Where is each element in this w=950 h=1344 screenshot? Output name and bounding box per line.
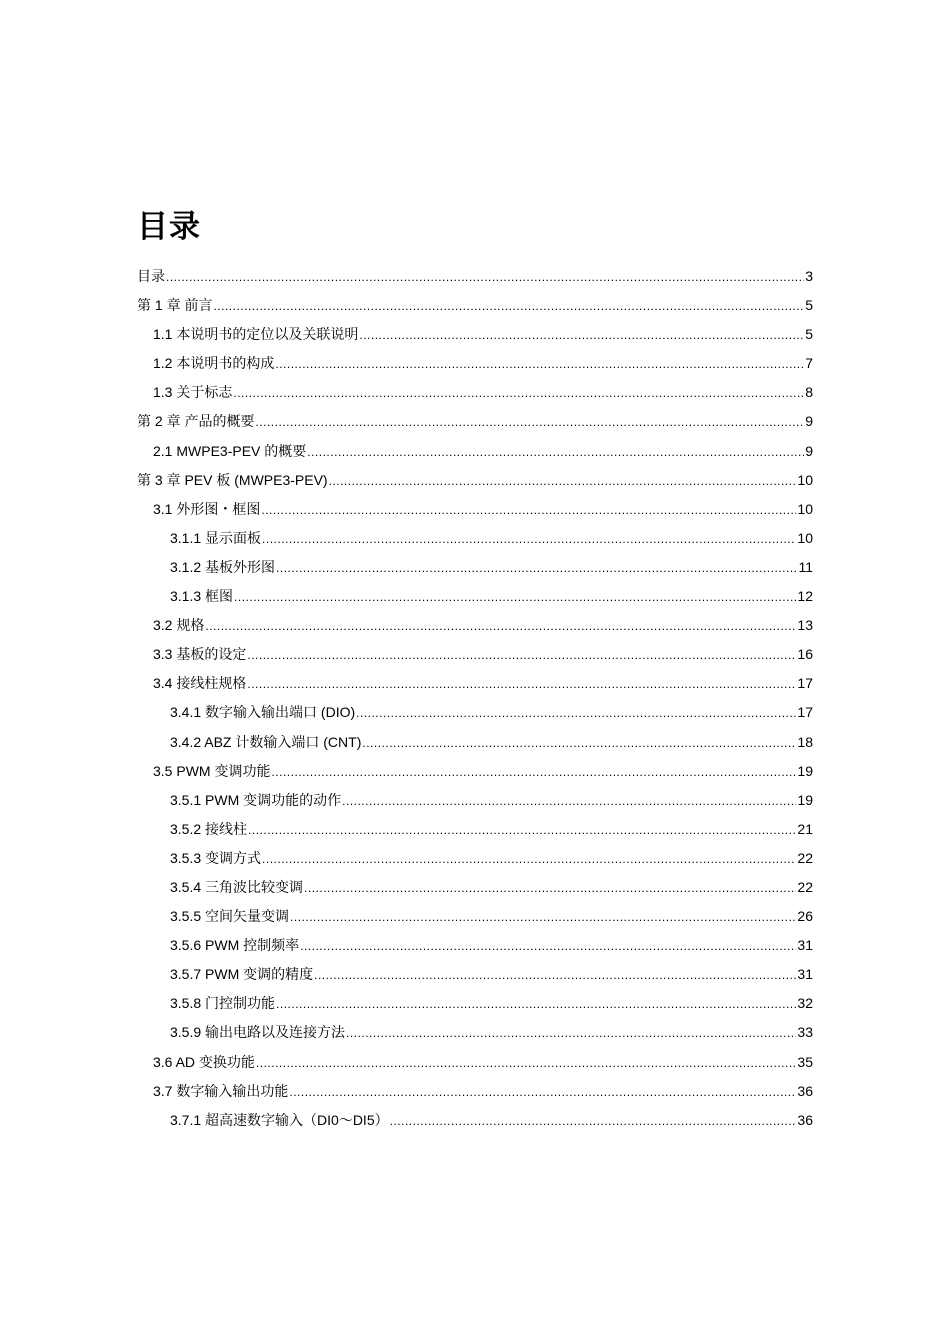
toc-entry[interactable] xyxy=(137,873,813,902)
toc-entry-page: 26 xyxy=(797,908,813,925)
toc-entry-label: 1.3 关于标志 xyxy=(153,384,233,401)
toc-leader-dots xyxy=(362,729,796,758)
toc-entry[interactable] xyxy=(137,1106,813,1135)
toc-entry[interactable] xyxy=(137,611,813,640)
toc-entry-label: 3.4.2 ABZ 计数输入端口 (CNT) xyxy=(170,733,362,750)
toc-entry-page: 5 xyxy=(805,297,813,314)
toc-leader-dots xyxy=(289,1078,796,1107)
toc-leader-dots xyxy=(247,641,796,670)
toc-entry[interactable] xyxy=(137,1018,813,1047)
toc-entry-label: 3.4 接线柱规格 xyxy=(153,675,247,692)
toc-entry-label: 3.5.8 门控制功能 xyxy=(170,995,276,1012)
toc-entry-page: 7 xyxy=(805,355,813,372)
toc-entry[interactable] xyxy=(137,262,813,291)
toc-entry-label: 3.5.9 输出电路以及连接方法 xyxy=(170,1024,346,1041)
toc-leader-dots xyxy=(359,321,804,350)
toc-leader-dots xyxy=(262,525,796,554)
toc-entry[interactable] xyxy=(137,1048,813,1077)
toc-entry-label: 3.4.1 数字输入输出端口 (DIO) xyxy=(170,704,356,721)
toc-leader-dots xyxy=(205,612,796,641)
toc-leader-dots xyxy=(300,932,796,961)
toc-leader-dots xyxy=(271,758,796,787)
toc-entry[interactable] xyxy=(137,524,813,553)
toc-entry[interactable] xyxy=(137,786,813,815)
toc-entry-label: 3.5.7 PWM 变调的精度 xyxy=(170,966,314,983)
toc-leader-dots xyxy=(261,496,796,525)
toc-entry-page: 19 xyxy=(797,762,813,779)
toc-entry-page: 17 xyxy=(797,704,813,721)
toc-leader-dots xyxy=(307,438,804,467)
toc-entry-page: 8 xyxy=(805,384,813,401)
toc-entry-label: 3.5.3 变调方式 xyxy=(170,849,262,866)
toc-leader-dots xyxy=(290,903,796,932)
toc-entry[interactable] xyxy=(137,553,813,582)
toc-leader-dots xyxy=(233,379,804,408)
toc-entry[interactable] xyxy=(137,1077,813,1106)
toc-entry-label: 目录 xyxy=(137,268,165,284)
page-title: 目录 xyxy=(137,208,201,245)
toc-entry-page: 11 xyxy=(798,558,813,575)
toc-entry-page: 35 xyxy=(797,1053,813,1070)
toc-entry-label: 3.3 基板的设定 xyxy=(153,646,247,663)
toc-leader-dots xyxy=(329,467,797,496)
toc-entry-page: 18 xyxy=(797,733,813,750)
toc-entry-page: 36 xyxy=(797,1111,813,1128)
toc-entry-page: 17 xyxy=(797,675,813,692)
toc-entry-label: 3.1.2 基板外形图 xyxy=(170,558,276,575)
toc-entry-page: 9 xyxy=(805,413,813,430)
toc-entry[interactable] xyxy=(137,495,813,524)
toc-entry-page: 33 xyxy=(797,1024,813,1041)
toc-entry-page: 31 xyxy=(797,937,813,954)
toc-entry[interactable] xyxy=(137,698,813,727)
toc-leader-dots xyxy=(304,874,796,903)
toc-leader-dots xyxy=(213,292,804,321)
toc-leader-dots xyxy=(255,408,804,437)
toc-leader-dots xyxy=(234,583,796,612)
toc-entry-label: 3.6 AD 变换功能 xyxy=(153,1053,255,1070)
toc-entry-page: 9 xyxy=(805,442,813,459)
table-of-contents xyxy=(137,262,813,1135)
toc-entry[interactable] xyxy=(137,437,813,466)
toc-entry-label: 3.1.1 显示面板 xyxy=(170,529,262,546)
toc-leader-dots xyxy=(256,1049,797,1078)
toc-entry-label: 3.5.6 PWM 控制频率 xyxy=(170,937,300,954)
toc-leader-dots xyxy=(262,845,796,874)
toc-entry[interactable] xyxy=(137,728,813,757)
toc-entry-page: 31 xyxy=(797,966,813,983)
toc-entry[interactable] xyxy=(137,902,813,931)
toc-entry-page: 13 xyxy=(797,617,813,634)
toc-entry-label: 第 3 章 PEV 板 (MWPE3-PEV) xyxy=(137,471,328,488)
toc-entry-label: 3.1.3 框图 xyxy=(170,588,234,605)
toc-entry[interactable] xyxy=(137,960,813,989)
toc-leader-dots xyxy=(390,1107,797,1136)
toc-entry[interactable] xyxy=(137,291,813,320)
toc-entry[interactable] xyxy=(137,378,813,407)
toc-entry[interactable] xyxy=(137,844,813,873)
toc-entry-label: 3.5.2 接线柱 xyxy=(170,820,248,837)
toc-leader-dots xyxy=(314,961,796,990)
toc-leader-dots xyxy=(247,670,796,699)
toc-leader-dots xyxy=(276,990,796,1019)
toc-entry[interactable] xyxy=(137,757,813,786)
toc-entry-page: 3 xyxy=(805,268,813,284)
toc-entry-label: 第 2 章 产品的概要 xyxy=(137,413,255,430)
toc-entry-page: 16 xyxy=(797,646,813,663)
toc-entry-label: 3.5 PWM 变调功能 xyxy=(153,762,271,779)
toc-leader-dots xyxy=(275,350,804,379)
toc-entry-label: 1.1 本说明书的定位以及关联说明 xyxy=(153,326,359,343)
toc-entry-label: 3.5.4 三角波比较变调 xyxy=(170,878,304,895)
toc-entry[interactable] xyxy=(137,349,813,378)
toc-entry-page: 10 xyxy=(797,529,813,546)
toc-leader-dots xyxy=(248,816,796,845)
toc-entry[interactable] xyxy=(137,407,813,436)
toc-entry-page: 12 xyxy=(797,588,813,605)
toc-leader-dots xyxy=(276,554,797,583)
toc-entry-page: 22 xyxy=(797,849,813,866)
toc-entry-label: 3.5.5 空间矢量变调 xyxy=(170,908,290,925)
toc-entry-page: 21 xyxy=(797,820,813,837)
toc-entry[interactable] xyxy=(137,466,813,495)
toc-entry-page: 5 xyxy=(805,326,813,343)
toc-entry-label: 3.7 数字输入输出功能 xyxy=(153,1082,289,1099)
toc-leader-dots xyxy=(356,699,796,728)
toc-entry-label: 第 1 章 前言 xyxy=(137,297,213,314)
toc-entry-page: 10 xyxy=(797,471,813,488)
toc-entry-label: 3.1 外形图・框图 xyxy=(153,500,261,517)
toc-entry-page: 19 xyxy=(797,791,813,808)
toc-entry[interactable] xyxy=(137,582,813,611)
toc-entry[interactable] xyxy=(137,931,813,960)
toc-entry-label: 3.2 规格 xyxy=(153,617,205,634)
toc-entry[interactable] xyxy=(137,989,813,1018)
toc-entry-label: 2.1 MWPE3-PEV 的概要 xyxy=(153,442,307,459)
toc-entry-page: 36 xyxy=(797,1082,813,1099)
toc-entry-label: 3.5.1 PWM 变调功能的动作 xyxy=(170,791,342,808)
toc-entry-label: 3.7.1 超高速数字输入（DI0～DI5） xyxy=(170,1111,389,1128)
toc-leader-dots xyxy=(166,263,804,292)
toc-entry[interactable] xyxy=(137,669,813,698)
toc-entry-label: 1.2 本说明书的构成 xyxy=(153,355,275,372)
toc-leader-dots xyxy=(346,1019,796,1048)
toc-leader-dots xyxy=(342,787,796,816)
toc-entry[interactable] xyxy=(137,320,813,349)
toc-entry[interactable] xyxy=(137,815,813,844)
toc-entry-page: 22 xyxy=(797,878,813,895)
toc-entry[interactable] xyxy=(137,640,813,669)
toc-entry-page: 10 xyxy=(797,500,813,517)
toc-entry-page: 32 xyxy=(797,995,813,1012)
